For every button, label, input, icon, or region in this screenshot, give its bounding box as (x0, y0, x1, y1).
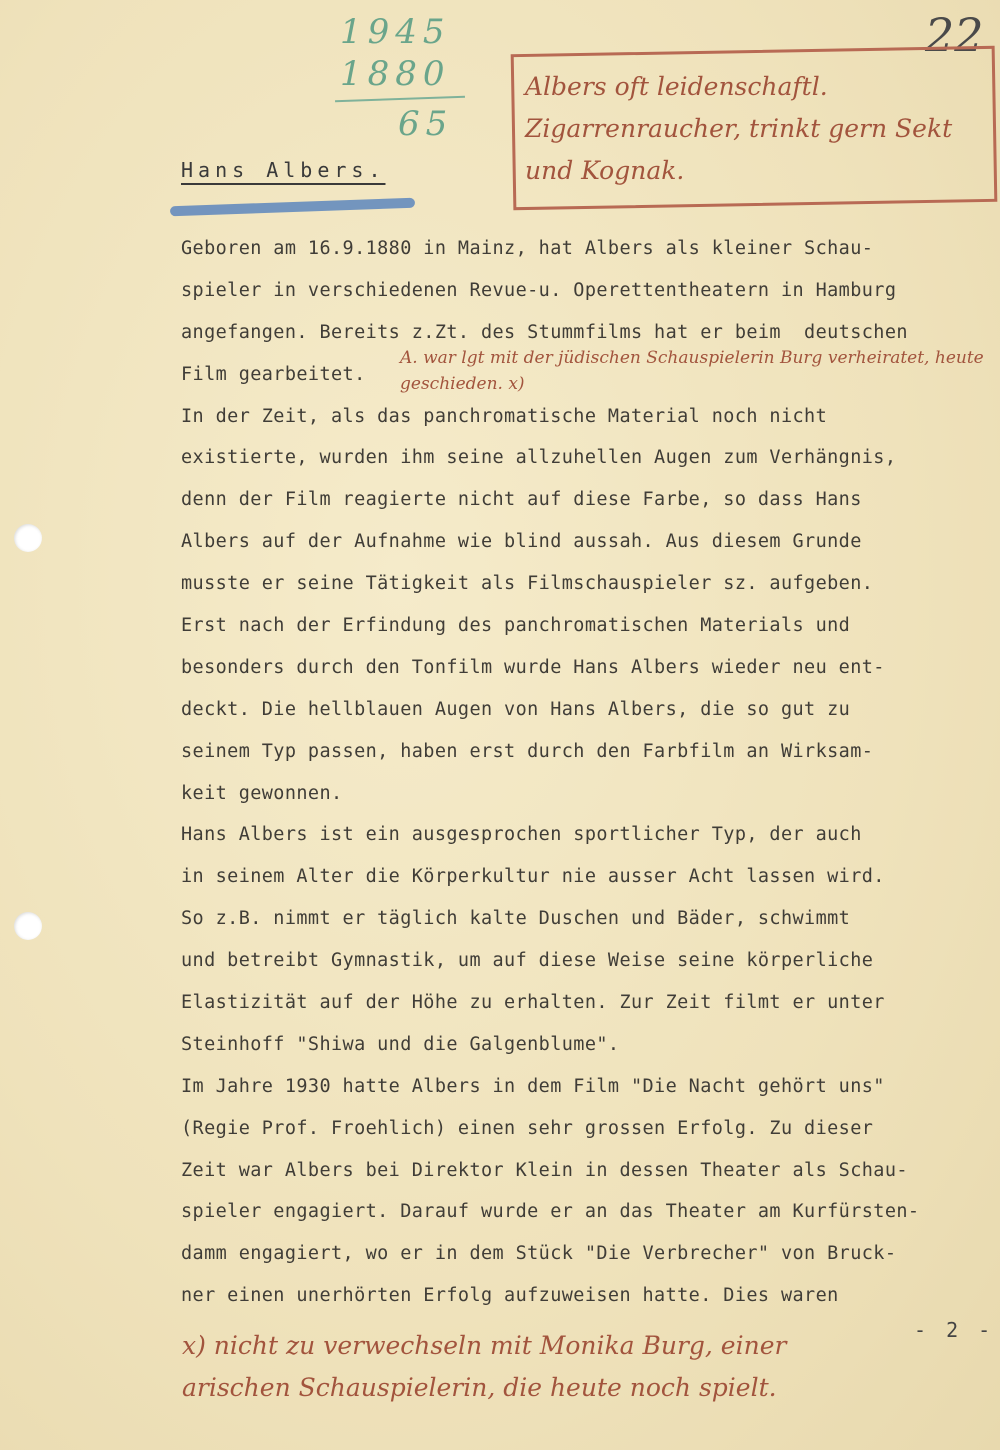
inline-handwritten-note: A. war lgt mit der jüdischen Schauspielerin Burg verheiratet, heute geschieden. x) (400, 348, 984, 394)
body-line: ner einen unerhörten Erfolg aufzuweisen hatte. Dies waren (181, 1285, 839, 1307)
body-line: (Regie Prof. Froehlich) einen sehr grossen Erfolg. Zu dieser (181, 1117, 874, 1139)
body-line: Im Jahre 1930 hatte Albers in dem Film "Die Nacht gehört uns" (181, 1075, 885, 1097)
pencil-note-age: 65 (398, 104, 454, 144)
body-line: Albers auf der Aufnahme wie blind aussah. Aus diesem Grunde (181, 531, 862, 553)
body-line: So z.B. nimmt er täglich kalte Duschen und Bäder, schwimmt (181, 908, 851, 930)
body-line: musste er seine Tätigkeit als Filmschauspieler sz. aufgeben. (181, 573, 874, 595)
body-line: und betreibt Gymnastik, um auf diese Weise seine körperliche (181, 950, 874, 972)
pencil-note-year-2: 1880 (340, 54, 451, 94)
body-line: Elastizität auf der Höhe zu erhalten. Zur Zeit filmt er unter (181, 992, 885, 1014)
body-line: In der Zeit, als das panchromatische Material noch nicht (181, 405, 828, 427)
body-line: Steinhoff "Shiwa und die Galgenblume". (181, 1033, 620, 1055)
body-line: keit gewonnen. (181, 782, 343, 804)
footer-page-number: - 2 - (914, 1318, 995, 1342)
body-line: Zeit war Albers bei Direktor Klein in dessen Theater als Schau- (181, 1159, 908, 1181)
body-line: damm engagiert, wo er in dem Stück "Die Verbrecher" von Bruck- (181, 1243, 897, 1265)
body-line: spieler engagiert. Darauf wurde er an das Theater am Kurfürsten- (181, 1201, 920, 1223)
punch-hole-lower (14, 912, 42, 940)
body-line: Erst nach der Erfindung des panchromatischen Materials und (181, 615, 851, 637)
body-line: denn der Film reagierte nicht auf diese Farbe, so dass Hans (181, 489, 862, 511)
body-line: Geboren am 16.9.1880 in Mainz, hat Albers als kleiner Schau- (181, 238, 874, 259)
margin-note: Albers oft leidenschaftl. Zigarrenraucher, trinkt gern Sekt und Kognak. (525, 72, 953, 185)
body-line: spieler in verschiedenen Revue-u. Operettentheatern in Hamburg (181, 279, 897, 301)
handwritten-footnote: x) nicht zu verwechseln mit Monika Burg, einer arischen Schauspielerin, die heute noch spielt. (182, 1331, 787, 1402)
body-line: besonders durch den Tonfilm wurde Hans Albers wieder neu ent- (181, 656, 885, 678)
body-line: in seinem Alter die Körperkultur nie ausser Acht lassen wird. (181, 866, 885, 888)
body-line: angefangen. Bereits z.Zt. des Stummfilms hat er beim deutschen (181, 321, 908, 343)
pencil-note-year-1: 1945 (340, 12, 451, 52)
sheet-number: 22 (925, 8, 984, 62)
body-line: Hans Albers ist ein ausgesprochen sportlicher Typ, der auch (181, 824, 862, 846)
body-line: Film gearbeitet. (181, 363, 366, 385)
punch-hole-upper (14, 524, 42, 552)
body-line: seinem Typ passen, haben erst durch den Farbfilm an Wirksam- (181, 740, 874, 762)
body-line: deckt. Die hellblauen Augen von Hans Albers, die so gut zu (181, 698, 851, 720)
body-line: existierte, wurden ihm seine allzuhellen Augen zum Verhängnis, (181, 447, 897, 469)
document-title: Hans Albers. (181, 158, 386, 182)
